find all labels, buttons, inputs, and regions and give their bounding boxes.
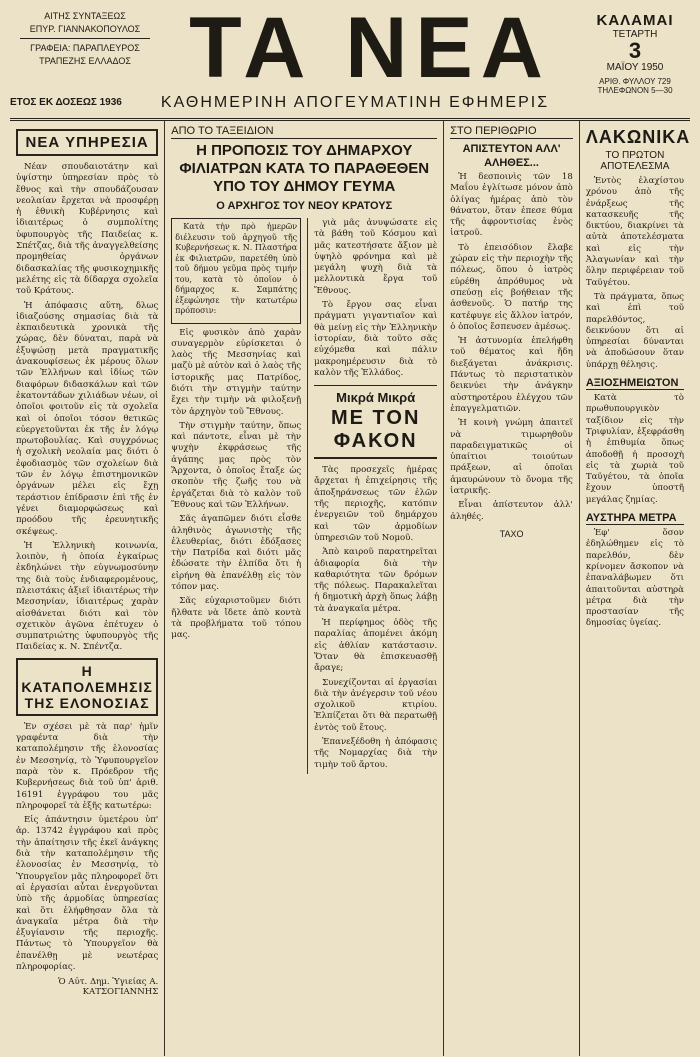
column-4 xyxy=(444,121,580,1056)
section-axiosimeioton: ΑΞΙΟΣΗΜΕΙΩΤΟΝ xyxy=(586,377,684,390)
fakon-paragraph: Ἡ περίφημος ὁδὸς τῆς παραλίας ἀπομένει ἀκόμη εἰς ἀθλίαν κατάστασιν. Ὅταν θὰ ἐπισκευασθῇ ἄραγε; xyxy=(314,618,438,674)
subheadline-archigos: Ο ΑΡΧΗΓΟΣ ΤΟΥ ΝΕΟΥ ΚΡΑΤΟΥΣ xyxy=(216,200,393,212)
article-paragraph: Ἐντὸς ἐλαχίστου χρόνου ἀπὸ τῆς ἐνάρξεως τῆς κατασκευῆς τῆς δικτύου, διακρίνει τὰ αὐτὰ ἀποτελέσματα καὶ εἰς τὴν Ἀλαγωνίαν καὶ τὴν ὅλην περιφέρειαν τοῦ Ταϋγέτου. xyxy=(585,176,684,288)
article-paragraph: Ἐν σχέσει μὲ τὰ παρ' ἡμῖν γραφέντα διὰ τὴν καταπολέμησιν τῆς ἑλονοσίας ἐν Μεσσηνίᾳ, τὸ Ὑφυπουργεῖον παρὰ τὸν κ. Πρόεδρον τῆς Κυβερνήσεως διὰ τοῦ ὑπ' ἀριθ. 16191 ἐγγράφου του μᾶς πληροφορεῖ τὰ ἑξῆς κατωτέρω: xyxy=(16,721,159,811)
article-paragraph: Ἡ κοινὴ γνώμη ἀπαιτεῖ νὰ τιμωρηθοῦν παραδειγματικῶς οἱ ὑπαίτιοι τοιούτων πράξεων, αἱ ὁποῖαι ἀμαυρώνουν τὸ ὄνομα τῆς ἰατρικῆς. xyxy=(450,418,573,497)
fakon-paragraph: Τὰς προσεχεῖς ἡμέρας ἄρχεται ἡ ἐπιχείρησις τῆς ἀποξηράνσεως τῶν ἑλῶν τῆς περιοχῆς, κατόπιν ἐνεργειῶν τοῦ δημάρχου καὶ τῶν ἁρμοδίων ὑπηρεσιῶν τοῦ Νομοῦ. xyxy=(314,465,438,543)
fakon-paragraph: Ἀπὸ καιροῦ παρατηρεῖται ἀδιαφορία διὰ τὴν καθαριότητα τῶν δρόμων τῆς πόλεως. Παρακαλεῖται ἡ δημοτικὴ ἀρχὴ ὅπως λάβῃ τὰ ἀναγκαῖα μέτρα. xyxy=(314,547,438,614)
section-fakon: ΜΕ ΤΟΝ ΦΑΚΟΝ xyxy=(314,407,437,459)
article-paragraph: Ἡ ἀπόφασις αὕτη, δλως ἰδιαζούσης σημασίας διὰ τὰ ἐκπαιδευτικὰ χρονικὰ τῆς χώρας, δὲν δύναται, παρὰ νὰ ἐξυψώσῃ μετὰ πραγματικῆς ἀνακουφίσεως ἐκ μέρους ὅλων τῶν Ἑλλήνων καὶ ἰδίως τῶν διαφόρων διδασκάλων καὶ τῶν ἑκατοντάδων χιλιάδων νέων, οἱ ὁποῖοι φοιτοῦν εἰς τὰ σχολεῖα καὶ οἱ ὁποῖοι τόσον θετικῶς εὐεργετοῦνται ἐκ τῆς ἐν λόγῳ πρωτοβουλίας. Καὶ συγχρόνως ἡ σχολικὴ νεολαία μας διότι ὁ ἐφοδιασμὸς τῶν σχολείων διὰ τῶν ἐν λόγῳ ἐπιστημονικῶν ὀργάνων μέλει εἰς ἔχῃ τεράστιον ἐπίδρασιν ἐπὶ τῆς ἐν γένει διαμορφώσεως καὶ προόδου τῆς ἐρευνητικῆς σκέψεως. xyxy=(16,300,159,537)
article-paragraph: Σᾶς ἀγαπῶμεν διότι εἶσθε ἀληθινὸς ἀγωνιστὴς τῆς ἐλευθερίας, διότι ἐδόξασες τὴν Πατρίδα καὶ διότι μᾶς ἐδώσατε τὴν ἐλπίδα ὅτι ἡ εἰρήνη θὰ ἐπανέλθῃ εἰς τὸν τόπον μας. xyxy=(171,514,302,593)
article-paragraph: Κατὰ τὸ πρωθυπουργικὸν ταξίδιον εἰς τὴν Τριφυλίαν, ἐξεφράσθη ἡ ἐπιθυμία ὅπως ἀποδοθῇ ἡ προσοχὴ εἰς τὰ χωριὰ τοῦ Ταϋγέτου, τὰ ὁποῖα ἔχουν ὑποστῆ μεγάλας ζημίας. xyxy=(585,393,684,505)
headline-apisteuton: ΑΠΙΣΤΕΥΤΟΝ ΑΛΛ' ΑΛΗΘΕΣ... xyxy=(462,143,561,169)
masthead-divider xyxy=(20,38,150,39)
subheadline-proton: ΤΟ ΠΡΩΤΟΝ ΑΠΟΤΕΛΕΣΜΑ xyxy=(600,150,670,172)
article-paragraph: Τὸ ἔργον σας εἶναι πράγματι γιγαντιαῖον καὶ θὰ μείνῃ εἰς τὴν Ἑλληνικὴν ἱστορίαν, διὰ τοῦτο σᾶς εὐχόμεθα καὶ πάλιν μακροημέρευσιν διὰ τὸ καλὸν τῆς Ἑλλάδος. xyxy=(314,300,438,378)
section-austira-metra: ΑΥΣΤΗΡΑ ΜΕΤΡΑ xyxy=(586,512,684,525)
phone-number: ΤΗΛΕΦΩΝΟΝ 5—30 xyxy=(597,86,673,95)
article-signature: Ὁ Αὐτ. Δημ. Ὑγιείας Α. ΚΑΤΣΟΓΙΑΝΝΗΣ xyxy=(58,977,159,998)
kicker-taxidion: ΑΠΟ ΤΟ ΤΑΞΕΙΔΙΟΝ xyxy=(171,125,437,139)
fakon-paragraph: Συνεχίζονται αἱ ἐργασίαι διὰ τὴν ἀνέγερσιν τοῦ νέου σχολικοῦ κτιρίου. Ἐλπίζεται ὅτι θὰ περατωθῇ ἐντὸς τοῦ ἔτους. xyxy=(314,677,438,733)
editor-name: ΕΠΥΡ. ΓΙΑΝΝΑΚΟΠΟΥΛΟΣ xyxy=(29,24,141,34)
article-paragraph: Ἡ ἀστυνομία ἐπελήφθη τοῦ θέματος καὶ ἤδη διεξάγεται ἀνάκρισις. Πάντως τὸ περιστατικὸν δεικνύει τὴν ἀνάγκην αὐστηροτέρου ἐλέγχου τῶν ἐπαγγελματιῶν. xyxy=(450,336,573,414)
column-1 xyxy=(10,121,165,1056)
columns xyxy=(10,121,690,1056)
article-paragraph: Τὴν στιγμὴν ταύτην, ὅπως καὶ πάντοτε, εἶναι μὲ τὴν ψυχὴν ἐκφράσεως τῆς ἀγάπης μας πρὸς τὸν Ἄρχοντα, ὁ ὁποῖος ἔταξε ὡς σκοπὸν τῆς ζωῆς του νὰ ἐργάζεται διὰ τὸ καλὸν τοῦ Ἔθνους καὶ τῶν Ἑλλήνων. xyxy=(171,420,302,510)
headline-proposis: Η ΠΡΟΠΟΣΙΣ ΤΟΥ ΔΗΜΑΡΧΟΥ ΦΙΛΙΑΤΡΩΝ ΚΑΤΑ ΤΟ ΠΑΡΑΘΕΘΕΝ ΥΠΟ ΤΟΥ ΔΗΜΟΥ ΓΕΥΜΑ xyxy=(179,142,430,195)
column-5 xyxy=(580,121,690,1056)
masthead-left-info xyxy=(10,10,160,68)
issue-number: ΑΡΙΘ. ΦΥΛΛΟΥ 729 xyxy=(599,77,671,86)
headline-nea-ypiresia: ΝΕΑ ΥΠΗΡΕΣΙΑ xyxy=(16,129,158,156)
kicker-perithorio: ΣΤΟ ΠΕΡΙΘΩΡΙΟ xyxy=(450,125,573,139)
article-two-columns xyxy=(171,218,437,774)
intro-box xyxy=(171,218,301,324)
article-paragraph: Τὸ ἐπεισόδιον ἔλαβε χώραν εἰς τὴν περιοχὴν τῆς πόλεως, ὅπου ὁ ἰατρὸς εὑρέθη ἀπρόθυμος νὰ σπεύσῃ εἰς βοήθειαν τῆς ἀσθενοῦς. Ὁ πατήρ της κατέφυγε εἰς ἄλλον ἰατρόν, ὁ ὁποῖος ἔσπευσεν ἀμέσως. xyxy=(450,242,573,332)
section-mikra: Μικρά Μικρά xyxy=(314,385,437,405)
article-paragraph: Τὰ πράγματα, ὅπως καὶ ἐπὶ τοῦ παρελθόντος, δεικνύουν ὅτι αἱ ὑπηρεσίαι δύνανται νὰ ἀποδώσουν ὅταν ὑπάρχῃ θέλησις. xyxy=(585,291,684,370)
article-paragraph: Νέαν σπουδαιοτάτην καὶ ὑψίστην ὑπηρεσίαν πρὸς τὸ ἔθνος καὶ τὴν σπουδάζουσαν νεολαίαν ἔρχεται νὰ προσφέρῃ ἡ ἐθνικὴ Κυβέρνησις καὶ ἰδιαιτέρως ὁ συμπολίτης ὑφυπουργὸς τῆς Παιδείας κ. Σπέτζας, διὰ τῆς ἀναγγελθείσης προμηθείας ὀργάνων διδασκαλίας τῆς φυσικοχημικῆς μελέτης εἰς τὰ δίδαρχα σχολεῖα τοῦ Κράτους. xyxy=(16,162,159,297)
office-address: ΤΡΑΠΕΖΗΣ ΕΛΛΑΔΟΣ xyxy=(39,56,131,66)
masthead xyxy=(10,0,690,121)
weekday: ΤΕΤΑΡΤΗ xyxy=(612,29,658,40)
article-signature: ΤΑΧΟ xyxy=(499,528,524,539)
intro-text: Κατὰ τὴν πρὸ ἡμερῶν διέλευσιν τοῦ ἀρχηγοῦ τῆς Κυβερνήσεως κ. Ν. Πλαστήρα ἐκ Φιλιατρῶν, παρετέθη ὑπὸ τοῦ δήμου γεῦμα πρὸς τιμήν του, κατὰ τὸ ὁποῖον ὁ δήμαρχος κ. Σαμπάτης ἐξεφώνησε τὴν κατωτέρω πρόποσιν: xyxy=(175,222,298,315)
headline-lakonika: ΛΑΚΩΝΙΚΑ xyxy=(585,127,690,147)
year-line: ΕΤΟΣ ΕΚ ΔΟΣΕΩΣ 1936 xyxy=(10,97,122,108)
month-year: ΜΑΪΟΥ 1950 xyxy=(606,62,664,73)
column-2-3 xyxy=(165,121,444,1056)
article-left-subcolumn xyxy=(171,218,308,774)
newspaper-subtitle: ΚΑΘΗΜΕΡΙΝΗ ΑΠΟΓΕΥΜΑΤΙΝΗ ΕΦΗΜΕΡΙΣ xyxy=(160,94,550,111)
newspaper-title: ΤΑ ΝΕΑ xyxy=(189,0,551,96)
article-paragraph: Εἶναι ἀπίστευτον ἀλλ' ἀληθές. xyxy=(450,500,573,522)
article-paragraph: Ἡ Ἑλληνικὴ κοινωνία, λοιπὸν, ἡ ὁποία ἐγκαίρως ἐκδηλώνει τὴν εὐγνωμοσύνην της διὰ τοὺς ἐνδιαφερομένους, πλειστάκις ἀξιεῖ ἰδιαιτέρως τὴν Μεσσηνίαν, ἰδιαιτέρως χαρὰν αἰσθάνεται διότι καὶ τὸν σχετικὸν ἀγῶνα ἐπέτυχεν ὁ συμπατριώτης ὑφυπουργὸς τῆς Παιδείας κ. Ν. Σπέντζα. xyxy=(16,540,159,653)
editor-label: ΑΙΤΗΣ ΣΥΝΤΑΞΕΩΣ xyxy=(44,11,126,21)
masthead-right-info xyxy=(580,12,690,95)
fakon-paragraph: Ἐπανεξέδοθη ἡ ἀπόφασις τῆς Νομαρχίας διὰ τὴν τιμὴν τοῦ ἄρτου. xyxy=(314,736,438,770)
office-label: ΓΡΑΦΕΙΑ: ΠΑΡΑΠΛΕΥΡΟΣ xyxy=(30,43,140,53)
article-paragraph: Σᾶς εὐχαριστοῦμεν διότι ἤλθατε νὰ ἴδετε ἀπὸ κοντὰ τὰ προβλήματα τοῦ τόπου μας. xyxy=(171,596,302,641)
city: ΚΑΛΑΜΑΙ xyxy=(596,12,674,29)
article-paragraph: Εἰς ἀπάντησιν ὑμετέρου ὑπ' ἀρ. 13742 ἐγγράφου καὶ πρὸς τὴν ἀπαίτησιν τῆς ἐκεῖ ἀνάγκης διὰ τὴν καταπολέμησιν τῆς ἑλονοσίας ἐν Μεσσηνίᾳ, τὸ Ὑπουργεῖον μᾶς πληροφορεῖ ὅτι αἱ ἐργασίαι αὗται ἐνεργοῦνται ὑπὸ τῆς ἁρμοδίας ὑπηρεσίας καὶ ὅτι ἐλήφθησαν ὅλα τὰ ἀναγκαῖα μέτρα διὰ τὴν ἐξυγίανσιν τῆς περιοχῆς. Πάντως τὸ Ὑπουργεῖον θὰ ἐπανέλθῃ μὲ νεωτέρας πληροφορίας. xyxy=(16,815,159,972)
article-paragraph: Εἰς φυσικὸν ἀπὸ χαρὰν συναγερμὸν εὑρίσκεται ὁ λαὸς τῆς Μεσσηνίας καὶ μαζὺ μὲ αὐτὸν καὶ ὁ λαὸς τῆς ἱστορικῆς μας Πατρίδος, διότι τὴν στιγμὴν ταύτην ἔχει τὴν τιμὴν νὰ φιλοξενῇ τὸν ἀρχηγὸν τοῦ Ἔθνους. xyxy=(171,327,302,417)
article-paragraph: γιὰ μᾶς ἀνυψώσατε εἰς τὰ βάθη τοῦ Κόσμου καὶ μᾶς κατεστήσατε ἄξιον μὲ ὑψηλὸ φρόνημα καὶ μὲ μεγάλη ψυχὴ διὰ τὰ μελλοντικὰ ἔργα τοῦ Ἔθνους. xyxy=(314,218,438,296)
article-paragraph: Ἡ δεσποινὶς τῶν 18 Μαΐου ἐγλίτωσε μόνον ἀπὸ ὀλίγας ἡμέρας ἀπὸ τὸν θάνατον, ὅταν ἐπεσε θύμα τῆς ἀφροντισίας ἑνὸς ἰατροῦ. xyxy=(450,172,573,239)
headline-elonosia: Η ΚΑΤΑΠΟΛΕΜΗΣΙΣ ΤΗΣ ΕΛΟΝΟΣΙΑΣ xyxy=(16,658,158,716)
article-right-subcolumn xyxy=(308,218,437,774)
article-paragraph: Ἐφ' ὅσον ἐδηλώθημεν εἰς τὸ παρελθόν, δὲν κρίνομεν ἄσκοπον νὰ ἐπαναλάβωμεν ὅτι ἀπαιτοῦνται αὐστηρὰ μέτρα διὰ τὴν προστασίαν τῆς δημοσίας ὑγείας. xyxy=(585,528,684,629)
day-number: 3 xyxy=(628,38,642,63)
